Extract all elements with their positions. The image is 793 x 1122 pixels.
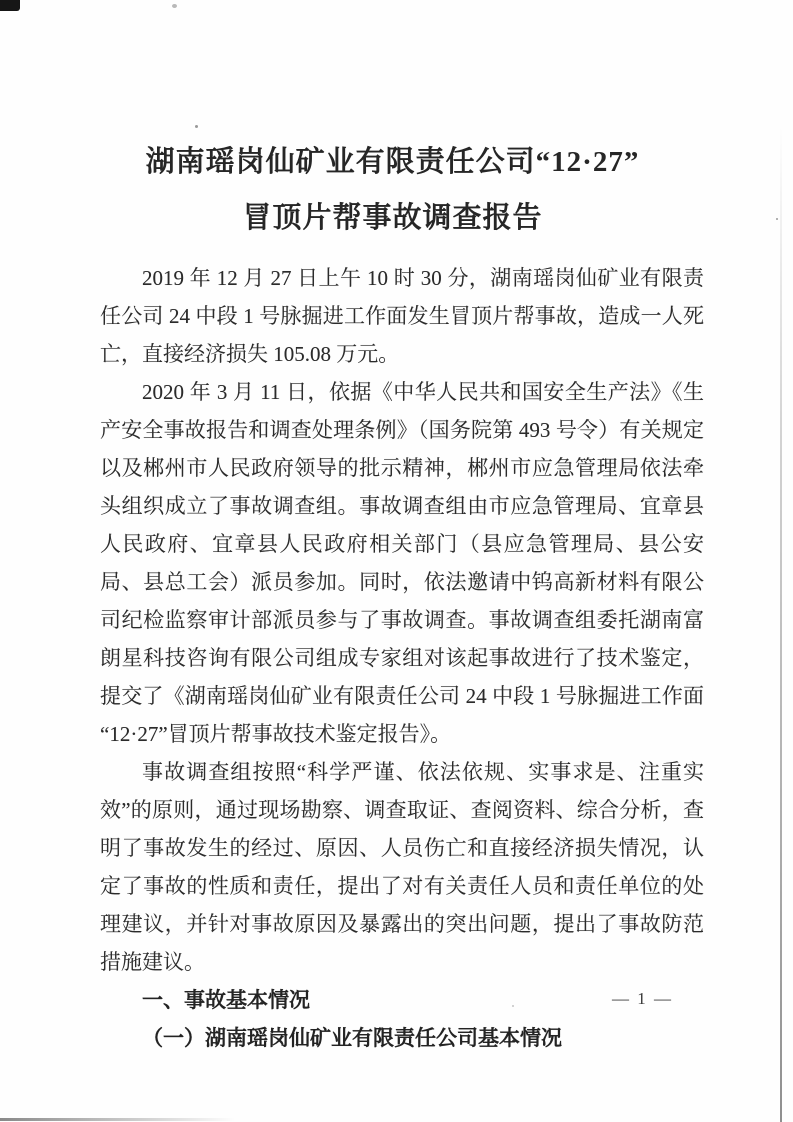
scan-artifact-right-page-edge [780,126,782,1122]
scan-speck [195,125,198,128]
scan-artifact-top-left-mark [0,0,20,11]
paragraph-investigation-principles: 事故调查组按照“科学严谨、依法依规、实事求是、注重实效”的原则，通过现场勘察、调查取证、查阅资料、综合分析，查明了事故发生的经过、原因、人员伤亡和直接经济损失情况，认定了事故的性质和责任，提出了对有关责任人员和责任单位的处理建议，并针对事故原因及暴露出的突出问题，提出了事故防范措施建议。 [100,760,704,974]
scan-artifact-bottom-page-edge [0,1118,235,1121]
report-title [0,134,785,246]
paragraph-accident-summary: 2019 年 12 月 27 日上午 10 时 30 分，湖南瑶岗仙矿业有限责任公司 24 中段 1 号脉掘进工作面发生冒顶片帮事故，造成一人死亡，直接经济损失 105.08 万元。 [100,266,704,366]
report-title-line1: 湖南瑶岗仙矿业有限责任公司“12·27” [145,146,640,178]
page-number: — 1 — [612,989,673,1008]
paragraph-investigation-team-formation: 2020 年 3 月 11 日，依据《中华人民共和国安全生产法》《生产安全事故报告和调查处理条例》（国务院第 493 号令）有关规定以及郴州市人民政府领导的批示精神，郴州市应急管理局依法牵头组织成立了事故调查组。事故调查组由市应急管理局、宜章县人民政府、宜章县人民政府相关部门（县应急管理局、县公安局、县总工会）派员参加。同时，依法邀请中钨高新材料有限公司纪检监察审计部派员参与了事故调查。事故调查组委托湖南富朗星科技咨询有限公司组成专家组对该起事故进行了技术鉴定，提交了《湖南瑶岗仙矿业有限责任公司 24 中段 1 号脉掘进工作面“12·27”冒顶片帮事故技术鉴定报告》。 [100,380,704,746]
section-heading-basic-situation: 一、事故基本情况 [142,988,310,1012]
report-title-line2: 冒顶片帮事故调查报告 [242,202,543,234]
report-body [100,259,704,1057]
scan-speck [172,4,177,8]
subsection-heading-company-basic-situation: （一）湖南瑶岗仙矿业有限责任公司基本情况 [142,1026,562,1050]
